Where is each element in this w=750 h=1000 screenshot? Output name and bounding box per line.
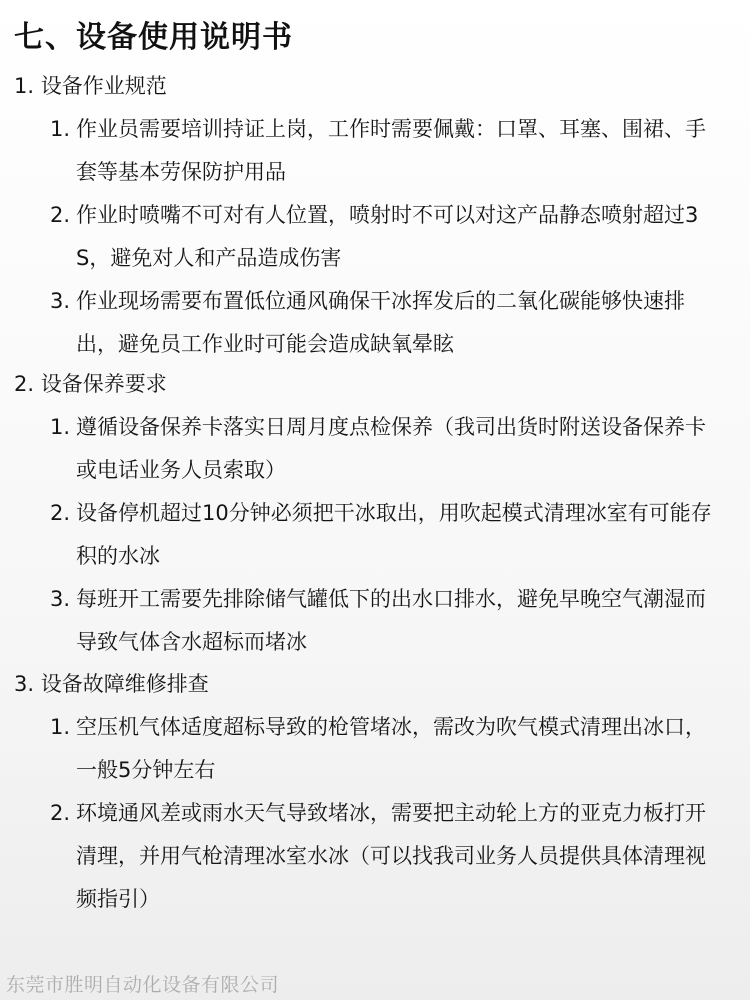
list-item-text: 作业现场需要布置低位通风确保干冰挥发后的二氧化碳能够快速排出，避免员工作业时可能会造成缺氧晕眩	[76, 289, 685, 356]
list-item	[50, 406, 740, 492]
list-item-number: 3.	[50, 587, 71, 611]
list-item	[50, 792, 740, 921]
list-item	[50, 108, 740, 194]
list-item	[50, 492, 740, 578]
list-item	[50, 280, 740, 366]
list-item-number: 2.	[50, 501, 71, 525]
list-item-number: 3.	[50, 289, 71, 313]
list-item	[50, 578, 740, 664]
list-item-text: 作业员需要培训持证上岗，工作时需要佩戴：口罩、耳塞、围裙、手套等基本劳保防护用品	[76, 117, 706, 184]
list-item-text: 作业时喷嘴不可对有人位置，喷射时不可以对这产品静态喷射超过3S，避免对人和产品造成伤害	[76, 203, 699, 270]
section-heading-troubleshooting: 3. 设备故障维修排查	[14, 672, 209, 696]
page-title: 七、设备使用说明书	[14, 20, 293, 55]
list-item	[50, 194, 740, 280]
section-heading-operation: 1. 设备作业规范	[14, 74, 167, 98]
list-item-text: 遵循设备保养卡落实日周月度点检保养（我司出货时附送设备保养卡或电话业务人员索取）	[76, 415, 706, 482]
list-item-number: 1.	[50, 415, 71, 439]
company-watermark: 东莞市胜明自动化设备有限公司	[6, 974, 280, 996]
list-item-text: 空压机气体适度超标导致的枪管堵冰，需改为吹气模式清理出冰口，一般5分钟左右	[76, 715, 706, 782]
list-item-number: 2.	[50, 801, 71, 825]
list-item-number: 1.	[50, 117, 71, 141]
list-item-number: 2.	[50, 203, 71, 227]
list-item-number: 1.	[50, 715, 71, 739]
list-item	[50, 706, 740, 792]
section-heading-maintenance: 2. 设备保养要求	[14, 372, 167, 396]
list-item-text: 环境通风差或雨水天气导致堵冰，需要把主动轮上方的亚克力板打开清理，并用气枪清理冰室水冰（可以找我司业务人员提供具体清理视频指引）	[76, 801, 706, 911]
list-item-text: 每班开工需要先排除储气罐低下的出水口排水，避免早晚空气潮湿而导致气体含水超标而堵冰	[76, 587, 706, 654]
list-item-text: 设备停机超过10分钟必须把干冰取出，用吹起模式清理冰室有可能存积的水冰	[76, 501, 712, 568]
